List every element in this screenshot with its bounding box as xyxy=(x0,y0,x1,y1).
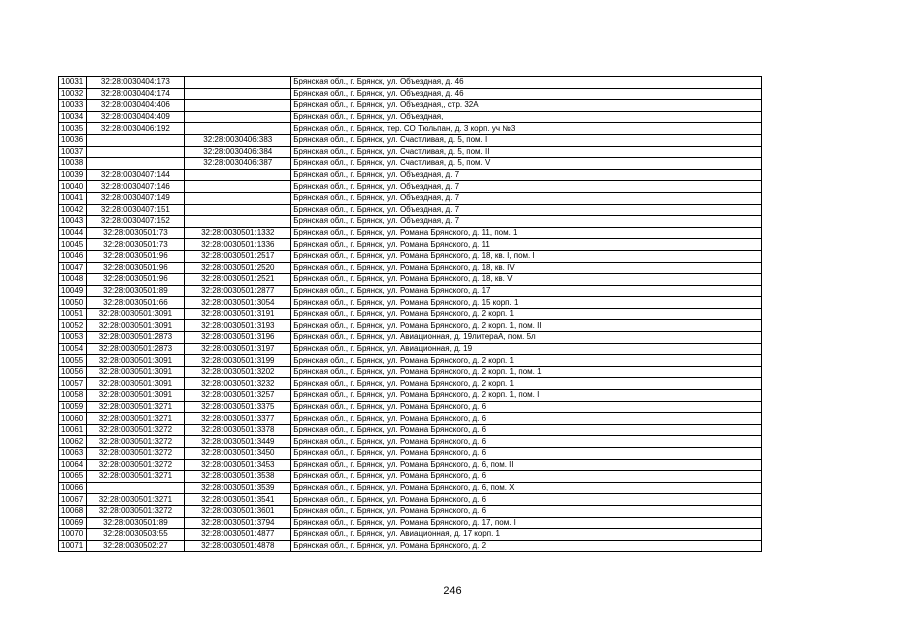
object-cadastral-number-cell: 32:28:0030501:3202 xyxy=(185,366,291,378)
table-row xyxy=(59,436,762,448)
cadastral-number-cell: 32:28:0030501:3271 xyxy=(86,471,185,483)
cadastral-number-cell: 32:28:0030502:27 xyxy=(86,540,185,552)
row-number-cell: 10044 xyxy=(59,227,87,239)
cadastral-number-cell: 32:28:0030501:3091 xyxy=(86,390,185,402)
table-row xyxy=(59,355,762,367)
object-cadastral-number-cell: 32:28:0030501:2520 xyxy=(185,262,291,274)
address-cell: Брянская обл., г. Брянск, ул. Романа Брянского, д. 11, пом. 1 xyxy=(291,227,762,239)
object-cadastral-number-cell: 32:28:0030501:3538 xyxy=(185,471,291,483)
cadastral-number-cell: 32:28:0030501:96 xyxy=(86,250,185,262)
address-cell: Брянская обл., г. Брянск, ул. Объездная, д. 7 xyxy=(291,181,762,193)
cadastral-number-cell: 32:28:0030406:192 xyxy=(86,123,185,135)
cadastral-number-cell: 32:28:0030501:3272 xyxy=(86,505,185,517)
row-number-cell: 10033 xyxy=(59,100,87,112)
object-cadastral-number-cell: 32:28:0030501:3541 xyxy=(185,494,291,506)
address-cell: Брянская обл., г. Брянск, ул. Романа Брянского, д. 6 xyxy=(291,401,762,413)
table-row xyxy=(59,424,762,436)
table-row xyxy=(59,366,762,378)
object-cadastral-number-cell: 32:28:0030501:1336 xyxy=(185,239,291,251)
object-cadastral-number-cell: 32:28:0030501:3193 xyxy=(185,320,291,332)
row-number-cell: 10043 xyxy=(59,216,87,228)
cadastral-number-cell: 32:28:0030501:3091 xyxy=(86,320,185,332)
address-cell: Брянская обл., г. Брянск, тер. СО Тюльпан, д. 3 корп. уч №3 xyxy=(291,123,762,135)
row-number-cell: 10055 xyxy=(59,355,87,367)
table-row xyxy=(59,274,762,286)
row-number-cell: 10054 xyxy=(59,343,87,355)
cadastral-number-cell: 32:28:0030501:2873 xyxy=(86,332,185,344)
cadastral-number-cell: 32:28:0030407:146 xyxy=(86,181,185,193)
address-cell: Брянская обл., г. Брянск, ул. Романа Брянского, д. 2 корп. 1 xyxy=(291,308,762,320)
table-row xyxy=(59,88,762,100)
address-cell: Брянская обл., г. Брянск, ул. Авиационная, д. 19 xyxy=(291,343,762,355)
row-number-cell: 10052 xyxy=(59,320,87,332)
cadastral-number-cell: 32:28:0030501:73 xyxy=(86,239,185,251)
table-row xyxy=(59,343,762,355)
object-cadastral-number-cell: 32:28:0030501:3377 xyxy=(185,413,291,425)
address-cell: Брянская обл., г. Брянск, ул. Объездная, д. 46 xyxy=(291,77,762,89)
row-number-cell: 10035 xyxy=(59,123,87,135)
cadastral-number-cell: 32:28:0030407:144 xyxy=(86,169,185,181)
address-cell: Брянская обл., г. Брянск, ул. Объездная, д. 7 xyxy=(291,192,762,204)
table-row xyxy=(59,192,762,204)
table-row xyxy=(59,494,762,506)
address-cell: Брянская обл., г. Брянск, ул. Романа Брянского, д. 2 xyxy=(291,540,762,552)
address-cell: Брянская обл., г. Брянск, ул. Объездная, д. 46 xyxy=(291,88,762,100)
object-cadastral-number-cell xyxy=(185,192,291,204)
cadastral-number-cell: 32:28:0030407:152 xyxy=(86,216,185,228)
address-cell: Брянская обл., г. Брянск, ул. Романа Брянского, д. 18, кв. IV xyxy=(291,262,762,274)
object-cadastral-number-cell xyxy=(185,204,291,216)
table-row xyxy=(59,308,762,320)
object-cadastral-number-cell: 32:28:0030501:3232 xyxy=(185,378,291,390)
object-cadastral-number-cell: 32:28:0030501:3199 xyxy=(185,355,291,367)
table-row xyxy=(59,448,762,460)
table-row xyxy=(59,540,762,552)
object-cadastral-number-cell xyxy=(185,100,291,112)
cadastral-number-cell: 32:28:0030501:3271 xyxy=(86,494,185,506)
row-number-cell: 10047 xyxy=(59,262,87,274)
cadastral-number-cell: 32:28:0030501:3271 xyxy=(86,413,185,425)
table-row xyxy=(59,227,762,239)
object-cadastral-number-cell: 32:28:0030501:2521 xyxy=(185,274,291,286)
address-cell: Брянская обл., г. Брянск, ул. Объездная, xyxy=(291,111,762,123)
row-number-cell: 10040 xyxy=(59,181,87,193)
object-cadastral-number-cell: 32:28:0030501:2517 xyxy=(185,250,291,262)
object-cadastral-number-cell xyxy=(185,77,291,89)
table-row xyxy=(59,413,762,425)
table-row xyxy=(59,134,762,146)
row-number-cell: 10066 xyxy=(59,482,87,494)
object-cadastral-number-cell: 32:28:0030501:3539 xyxy=(185,482,291,494)
cadastral-number-cell: 32:28:0030501:96 xyxy=(86,274,185,286)
object-cadastral-number-cell xyxy=(185,123,291,135)
row-number-cell: 10051 xyxy=(59,308,87,320)
cadastral-number-cell: 32:28:0030501:2873 xyxy=(86,343,185,355)
row-number-cell: 10057 xyxy=(59,378,87,390)
object-cadastral-number-cell xyxy=(185,181,291,193)
row-number-cell: 10039 xyxy=(59,169,87,181)
row-number-cell: 10045 xyxy=(59,239,87,251)
cadastral-number-cell: 32:28:0030404:406 xyxy=(86,100,185,112)
address-cell: Брянская обл., г. Брянск, ул. Счастливая, д. 5, пом. I xyxy=(291,134,762,146)
object-cadastral-number-cell: 32:28:0030501:3450 xyxy=(185,448,291,460)
object-cadastral-number-cell: 32:28:0030501:3257 xyxy=(185,390,291,402)
object-cadastral-number-cell: 32:28:0030501:1332 xyxy=(185,227,291,239)
row-number-cell: 10065 xyxy=(59,471,87,483)
address-cell: Брянская обл., г. Брянск, ул. Авиационная, д. 17 корп. 1 xyxy=(291,529,762,541)
object-cadastral-number-cell: 32:28:0030501:4878 xyxy=(185,540,291,552)
object-cadastral-number-cell: 32:28:0030501:4877 xyxy=(185,529,291,541)
page-number: 246 xyxy=(443,585,462,597)
object-cadastral-number-cell: 32:28:0030501:3378 xyxy=(185,424,291,436)
address-cell: Брянская обл., г. Брянск, ул. Романа Брянского, д. 6 xyxy=(291,436,762,448)
address-cell: Брянская обл., г. Брянск, ул. Романа Брянского, д. 6 xyxy=(291,505,762,517)
table-row xyxy=(59,297,762,309)
row-number-cell: 10063 xyxy=(59,448,87,460)
row-number-cell: 10050 xyxy=(59,297,87,309)
table-row xyxy=(59,401,762,413)
cadastral-number-cell: 32:28:0030503:55 xyxy=(86,529,185,541)
address-cell: Брянская обл., г. Брянск, ул. Романа Брянского, д. 6 xyxy=(291,471,762,483)
cadastral-number-cell xyxy=(86,134,185,146)
table-row xyxy=(59,517,762,529)
row-number-cell: 10061 xyxy=(59,424,87,436)
cadastral-number-cell: 32:28:0030407:151 xyxy=(86,204,185,216)
cadastral-number-cell: 32:28:0030404:174 xyxy=(86,88,185,100)
row-number-cell: 10058 xyxy=(59,390,87,402)
row-number-cell: 10068 xyxy=(59,505,87,517)
cadastral-number-cell: 32:28:0030501:3272 xyxy=(86,436,185,448)
row-number-cell: 10034 xyxy=(59,111,87,123)
table-row xyxy=(59,169,762,181)
address-cell: Брянская обл., г. Брянск, ул. Авиационная, д. 19литераА, пом. 5л xyxy=(291,332,762,344)
object-cadastral-number-cell: 32:28:0030406:384 xyxy=(185,146,291,158)
table-row xyxy=(59,482,762,494)
row-number-cell: 10062 xyxy=(59,436,87,448)
table-row xyxy=(59,239,762,251)
object-cadastral-number-cell: 32:28:0030501:3794 xyxy=(185,517,291,529)
cadastral-number-cell: 32:28:0030501:3091 xyxy=(86,366,185,378)
row-number-cell: 10060 xyxy=(59,413,87,425)
table-row xyxy=(59,529,762,541)
cadastral-number-cell: 32:28:0030501:66 xyxy=(86,297,185,309)
address-cell: Брянская обл., г. Брянск, ул. Романа Брянского, д. 2 корп. 1 xyxy=(291,378,762,390)
object-cadastral-number-cell: 32:28:0030501:3197 xyxy=(185,343,291,355)
address-cell: Брянская обл., г. Брянск, ул. Романа Брянского, д. 6 xyxy=(291,448,762,460)
table-row xyxy=(59,100,762,112)
table-row xyxy=(59,250,762,262)
address-cell: Брянская обл., г. Брянск, ул. Романа Брянского, д. 2 корп. 1, пом. 1 xyxy=(291,366,762,378)
row-number-cell: 10067 xyxy=(59,494,87,506)
object-cadastral-number-cell: 32:28:0030501:3375 xyxy=(185,401,291,413)
object-cadastral-number-cell xyxy=(185,216,291,228)
cadastral-number-cell xyxy=(86,158,185,170)
object-cadastral-number-cell: 32:28:0030501:3196 xyxy=(185,332,291,344)
cadastral-number-cell: 32:28:0030501:3091 xyxy=(86,355,185,367)
object-cadastral-number-cell: 32:28:0030501:3054 xyxy=(185,297,291,309)
table-row xyxy=(59,181,762,193)
address-cell: Брянская обл., г. Брянск, ул. Романа Брянского, д. 6 xyxy=(291,494,762,506)
table-row xyxy=(59,146,762,158)
table-row xyxy=(59,158,762,170)
property-table-body xyxy=(59,77,762,552)
row-number-cell: 10048 xyxy=(59,274,87,286)
table-row xyxy=(59,459,762,471)
address-cell: Брянская обл., г. Брянск, ул. Романа Брянского, д. 6, пом. II xyxy=(291,459,762,471)
row-number-cell: 10069 xyxy=(59,517,87,529)
cadastral-number-cell: 32:28:0030501:3272 xyxy=(86,448,185,460)
row-number-cell: 10056 xyxy=(59,366,87,378)
address-cell: Брянская обл., г. Брянск, ул. Объездная,, стр. 32А xyxy=(291,100,762,112)
table-row xyxy=(59,123,762,135)
cadastral-number-cell: 32:28:0030404:173 xyxy=(86,77,185,89)
cadastral-number-cell: 32:28:0030501:73 xyxy=(86,227,185,239)
object-cadastral-number-cell: 32:28:0030501:3449 xyxy=(185,436,291,448)
address-cell: Брянская обл., г. Брянск, ул. Объездная, д. 7 xyxy=(291,204,762,216)
cadastral-number-cell xyxy=(86,482,185,494)
table-row xyxy=(59,332,762,344)
table-row xyxy=(59,111,762,123)
object-cadastral-number-cell xyxy=(185,111,291,123)
table-row xyxy=(59,216,762,228)
table-row xyxy=(59,390,762,402)
table-row xyxy=(59,505,762,517)
address-cell: Брянская обл., г. Брянск, ул. Романа Брянского, д. 11 xyxy=(291,239,762,251)
cadastral-number-cell: 32:28:0030501:3272 xyxy=(86,424,185,436)
row-number-cell: 10036 xyxy=(59,134,87,146)
table-row xyxy=(59,77,762,89)
row-number-cell: 10038 xyxy=(59,158,87,170)
address-cell: Брянская обл., г. Брянск, ул. Романа Брянского, д. 6 xyxy=(291,424,762,436)
cadastral-number-cell xyxy=(86,146,185,158)
row-number-cell: 10046 xyxy=(59,250,87,262)
address-cell: Брянская обл., г. Брянск, ул. Счастливая, д. 5, пом. V xyxy=(291,158,762,170)
object-cadastral-number-cell xyxy=(185,169,291,181)
address-cell: Брянская обл., г. Брянск, ул. Объездная, д. 7 xyxy=(291,169,762,181)
row-number-cell: 10049 xyxy=(59,285,87,297)
cadastral-number-cell: 32:28:0030501:3272 xyxy=(86,459,185,471)
object-cadastral-number-cell: 32:28:0030406:383 xyxy=(185,134,291,146)
address-cell: Брянская обл., г. Брянск, ул. Романа Брянского, д. 2 корп. 1, пом. II xyxy=(291,320,762,332)
row-number-cell: 10042 xyxy=(59,204,87,216)
cadastral-number-cell: 32:28:0030501:96 xyxy=(86,262,185,274)
table-row xyxy=(59,320,762,332)
cadastral-number-cell: 32:28:0030404:409 xyxy=(86,111,185,123)
table-row xyxy=(59,204,762,216)
row-number-cell: 10032 xyxy=(59,88,87,100)
address-cell: Брянская обл., г. Брянск, ул. Романа Брянского, д. 6 xyxy=(291,413,762,425)
address-cell: Брянская обл., г. Брянск, ул. Объездная, д. 7 xyxy=(291,216,762,228)
cadastral-number-cell: 32:28:0030501:89 xyxy=(86,285,185,297)
row-number-cell: 10059 xyxy=(59,401,87,413)
cadastral-number-cell: 32:28:0030501:3091 xyxy=(86,378,185,390)
row-number-cell: 10064 xyxy=(59,459,87,471)
address-cell: Брянская обл., г. Брянск, ул. Романа Брянского, д. 2 корп. 1, пом. I xyxy=(291,390,762,402)
table-row xyxy=(59,471,762,483)
row-number-cell: 10037 xyxy=(59,146,87,158)
object-cadastral-number-cell: 32:28:0030501:3601 xyxy=(185,505,291,517)
address-cell: Брянская обл., г. Брянск, ул. Романа Брянского, д. 17 xyxy=(291,285,762,297)
row-number-cell: 10041 xyxy=(59,192,87,204)
object-cadastral-number-cell xyxy=(185,88,291,100)
cadastral-number-cell: 32:28:0030407:149 xyxy=(86,192,185,204)
address-cell: Брянская обл., г. Брянск, ул. Романа Брянского, д. 18, кв. V xyxy=(291,274,762,286)
property-table xyxy=(58,76,762,552)
row-number-cell: 10053 xyxy=(59,332,87,344)
address-cell: Брянская обл., г. Брянск, ул. Счастливая, д. 5, пом. II xyxy=(291,146,762,158)
table-row xyxy=(59,378,762,390)
object-cadastral-number-cell: 32:28:0030406:387 xyxy=(185,158,291,170)
object-cadastral-number-cell: 32:28:0030501:2877 xyxy=(185,285,291,297)
address-cell: Брянская обл., г. Брянск, ул. Романа Брянского, д. 17, пом. I xyxy=(291,517,762,529)
cadastral-number-cell: 32:28:0030501:3271 xyxy=(86,401,185,413)
row-number-cell: 10070 xyxy=(59,529,87,541)
address-cell: Брянская обл., г. Брянск, ул. Романа Брянского, д. 18, кв. I, пом. I xyxy=(291,250,762,262)
object-cadastral-number-cell: 32:28:0030501:3453 xyxy=(185,459,291,471)
table-row xyxy=(59,285,762,297)
address-cell: Брянская обл., г. Брянск, ул. Романа Брянского, д. 6, пом. X xyxy=(291,482,762,494)
address-cell: Брянская обл., г. Брянск, ул. Романа Брянского, д. 15 корп. 1 xyxy=(291,297,762,309)
row-number-cell: 10031 xyxy=(59,77,87,89)
cadastral-number-cell: 32:28:0030501:89 xyxy=(86,517,185,529)
address-cell: Брянская обл., г. Брянск, ул. Романа Брянского, д. 2 корп. 1 xyxy=(291,355,762,367)
object-cadastral-number-cell: 32:28:0030501:3191 xyxy=(185,308,291,320)
cadastral-number-cell: 32:28:0030501:3091 xyxy=(86,308,185,320)
row-number-cell: 10071 xyxy=(59,540,87,552)
table-row xyxy=(59,262,762,274)
